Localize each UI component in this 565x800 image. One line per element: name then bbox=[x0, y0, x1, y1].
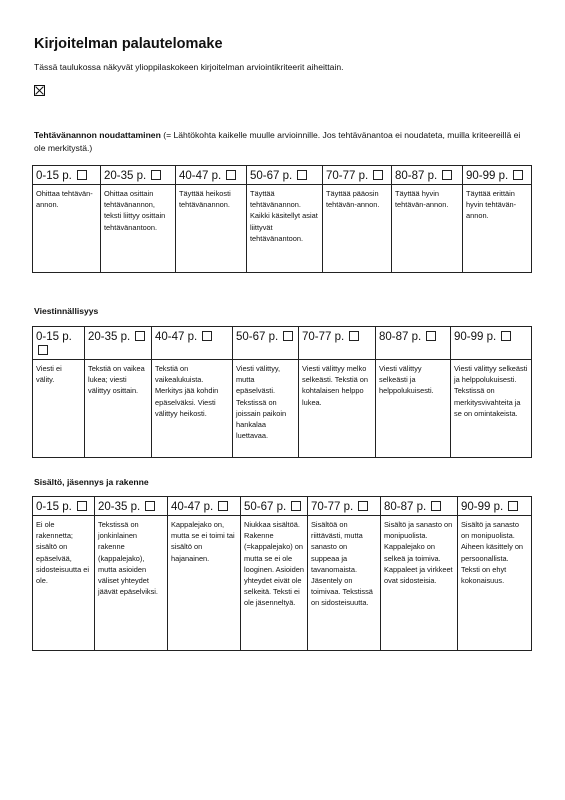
criteria-table-task bbox=[32, 165, 532, 273]
checkbox[interactable] bbox=[202, 331, 212, 341]
checkbox[interactable] bbox=[218, 501, 228, 511]
section-heading-communication: Viestinnällisyys bbox=[34, 306, 99, 316]
criteria-cell: Niukkaa sisältöä. Rakenne (=kappalejako) on mutta se ei ole looginen. Asioiden yhteydet eivät ole selkeitä. Teksti ei ole jäsenneltyä. bbox=[241, 516, 308, 651]
score-range-header: 40-47 p. bbox=[176, 166, 247, 185]
criteria-table-communication bbox=[32, 326, 532, 458]
section-note: (= Lähtökohta kaikelle muulle arvioinnille. Jos tehtävänantoa ei noudateta, muilla kriteereillä ei ole merkitystä.) bbox=[34, 130, 521, 153]
criteria-cell: Viesti välittyy selkeästi ja helppolukuisesti. Tekstissä on merkitysvivahteita ja se on omintakeista. bbox=[451, 360, 532, 458]
score-range-header: 0-15 p. bbox=[33, 497, 95, 516]
section-heading-content: Sisältö, jäsennys ja rakenne bbox=[34, 477, 149, 487]
criteria-cell: Tekstiä on vaikealukuista. Merkitys jää kohdin epäselväksi. Viesti välittyy heikosti. bbox=[152, 360, 233, 458]
score-range-header: 90-99 p. bbox=[463, 166, 532, 185]
checkbox[interactable] bbox=[151, 170, 161, 180]
criteria-cell: Ei ole rakennetta; sisältö on epäselvää, sidosteisuutta ei ole. bbox=[33, 516, 95, 651]
page-title: Kirjoitelman palautelomake bbox=[34, 36, 223, 52]
checked-checkbox[interactable] bbox=[34, 85, 45, 96]
section-title: Tehtävänannon noudattaminen bbox=[34, 130, 161, 140]
score-range-header: 80-87 p. bbox=[381, 497, 458, 516]
score-range-header: 0-15 p. bbox=[33, 327, 85, 360]
table-header-row bbox=[33, 327, 532, 360]
score-range-header: 90-99 p. bbox=[451, 327, 532, 360]
checkbox[interactable] bbox=[513, 170, 523, 180]
criteria-cell: Ohittaa osittain tehtävänannon, teksti liittyy osittain tehtävänantoon. bbox=[101, 185, 176, 273]
checkbox[interactable] bbox=[358, 501, 368, 511]
score-range-header: 70-77 p. bbox=[308, 497, 381, 516]
criteria-cell: Viesti ei välity. bbox=[33, 360, 85, 458]
score-range-header: 20-35 p. bbox=[95, 497, 168, 516]
criteria-cell: Kappalejako on, mutta se ei toimi tai sisältö on hajanainen. bbox=[168, 516, 241, 651]
score-range-header: 50-67 p. bbox=[241, 497, 308, 516]
checkbox[interactable] bbox=[501, 331, 511, 341]
checkbox[interactable] bbox=[291, 501, 301, 511]
checkbox[interactable] bbox=[283, 331, 293, 341]
criteria-cell: Ohittaa tehtävän-annon. bbox=[33, 185, 101, 273]
score-range-header: 90-99 p. bbox=[458, 497, 532, 516]
criteria-cell: Sisältöä on riittävästi, mutta sanasto on suppeaa ja tavanomaista. Jäsentely on toimivaa. Tekstissä on sidosteisuutta. bbox=[308, 516, 381, 651]
table-header-row bbox=[33, 166, 532, 185]
checkbox[interactable] bbox=[38, 345, 48, 355]
checkbox[interactable] bbox=[373, 170, 383, 180]
criteria-cell: Tekstiä on vaikea lukea; viesti välittyy osittain. bbox=[85, 360, 152, 458]
score-range-header: 70-77 p. bbox=[323, 166, 392, 185]
table-header-row bbox=[33, 497, 532, 516]
criteria-cell: Tekstissä on jonkinlainen rakenne (kappalejako), mutta asioiden väliset yhteydet jäävät epäselviksi. bbox=[95, 516, 168, 651]
checkbox[interactable] bbox=[431, 501, 441, 511]
criteria-cell: Täyttää pääosin tehtävän-annon. bbox=[323, 185, 392, 273]
checkbox[interactable] bbox=[145, 501, 155, 511]
score-range-header: 20-35 p. bbox=[101, 166, 176, 185]
score-range-header: 40-47 p. bbox=[168, 497, 241, 516]
criteria-cell: Viesti välittyy selkeästi ja helppolukuisesti. bbox=[376, 360, 451, 458]
score-range-header: 50-67 p. bbox=[233, 327, 299, 360]
checkbox[interactable] bbox=[442, 170, 452, 180]
score-range-header: 70-77 p. bbox=[299, 327, 376, 360]
table-row bbox=[33, 360, 532, 458]
criteria-cell: Täyttää erittäin hyvin tehtävän-annon. bbox=[463, 185, 532, 273]
table-row bbox=[33, 185, 532, 273]
score-range-header: 50-67 p. bbox=[247, 166, 323, 185]
checkbox[interactable] bbox=[426, 331, 436, 341]
checkbox[interactable] bbox=[77, 170, 87, 180]
checkbox[interactable] bbox=[135, 331, 145, 341]
score-range-header: 80-87 p. bbox=[376, 327, 451, 360]
section-heading-task bbox=[34, 129, 529, 155]
score-range-header: 20-35 p. bbox=[85, 327, 152, 360]
score-range-header: 80-87 p. bbox=[392, 166, 463, 185]
criteria-table-content bbox=[32, 496, 532, 651]
score-range-header: 40-47 p. bbox=[152, 327, 233, 360]
checkbox[interactable] bbox=[297, 170, 307, 180]
criteria-cell: Sisältö ja sanasto on monipuolista. Aiheen käsittely on persoonallista. Teksti on ehyt kokonaisuus. bbox=[458, 516, 532, 651]
criteria-cell: Täyttää hyvin tehtävän-annon. bbox=[392, 185, 463, 273]
checkbox[interactable] bbox=[226, 170, 236, 180]
checkbox[interactable] bbox=[77, 501, 87, 511]
score-range-header: 0-15 p. bbox=[33, 166, 101, 185]
criteria-cell: Viesti välittyy melko selkeästi. Tekstiä on kohtalaisen helppo lukea. bbox=[299, 360, 376, 458]
criteria-cell: Sisältö ja sanasto on monipuolista. Kappalejako on selkeä ja toimiva. Kappaleet ja virkkeet ovat sidosteisia. bbox=[381, 516, 458, 651]
criteria-cell: Täyttää heikosti tehtävänannon. bbox=[176, 185, 247, 273]
criteria-cell: Viesti välittyy, mutta epäselvästi. Tekstissä on joissain paikoin hankalaa luettavaa. bbox=[233, 360, 299, 458]
criteria-cell: Täyttää tehtävänannon. Kaikki käsitellyt asiat liittyvät tehtävänantoon. bbox=[247, 185, 323, 273]
checkbox[interactable] bbox=[508, 501, 518, 511]
checkbox[interactable] bbox=[349, 331, 359, 341]
table-row bbox=[33, 516, 532, 651]
intro-text: Tässä taulukossa näkyvät ylioppilaskokeen kirjoitelman arviointikriteerit aiheittain. bbox=[34, 62, 344, 72]
